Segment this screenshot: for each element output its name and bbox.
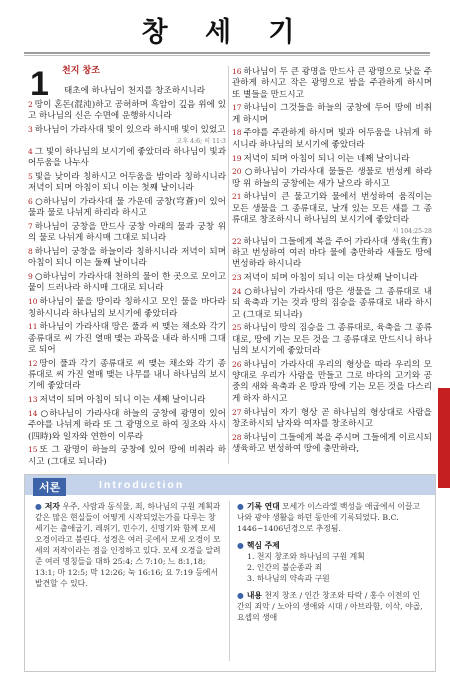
verse-number: 8 (28, 247, 33, 257)
verse (28, 444, 226, 468)
verse (28, 296, 226, 320)
verse-number: 11 (28, 322, 38, 332)
intro-right-column (237, 501, 425, 629)
verse-number: 28 (232, 432, 242, 442)
verse-number: 22 (232, 236, 242, 246)
verse-text: 빛을 낮이라 칭하시고 어두움을 밤이라 칭하시니라 저녁이 되며 아침이 되니 이는 첫째 날이니라 (28, 171, 226, 194)
verse-text: 그 빛이 하나님의 보시기에 좋았더라 하나님이 빛과 어두움을 나누사 (28, 146, 226, 168)
verse (232, 407, 432, 431)
verse (28, 124, 226, 136)
verse (28, 394, 226, 406)
page-edge-tab (438, 388, 450, 488)
verse-number: 27 (232, 407, 242, 417)
verse (232, 236, 432, 271)
verse-text: 주야를 주관하게 하시며 빛과 어두움을 나뉘게 하시니라 하나님의 보시기에 좋았더라 (232, 128, 432, 150)
verse-text: 하나님이 가라사대 빛이 있으라 하시매 빛이 있었고 (34, 124, 226, 135)
verse-text: 땅이 혼돈(混沌)하고 공허하며 흑암이 깊음 위에 있고 하나님의 신은 수면에 운행하시니라 (28, 99, 226, 122)
verse (232, 322, 432, 357)
content-block (237, 590, 425, 623)
bullet-icon: ● (237, 541, 244, 550)
verse (232, 272, 432, 284)
verse-text: ○하나님이 가라사대 천하의 물이 한 곳으로 모이고 뭍이 드러나라 하시매 그대로 되니라 (28, 272, 226, 294)
verse-number: 24 (232, 287, 242, 297)
author-text: 우주, 사람과 동식물, 죄, 하나님의 구원 계획과 같은 많은 현실들이 어떻게 시작되었는가를 다루는 창세기는 출애굽기, 레위기, 민수기, 신명기와 함께 모세 오경이라고 불린다. 성경은 여러 곳에서 모세 오경이 모세의 저작이라는 점을 인정하고 있다. 모세 오경을 알려준 여러 명칭들을 대하 25:4; 스 7:10; 느 8:1,18; 13:1; 마 12:5; 막 12:26; 눅 16:16; 요 7:19 등에서 발견할 수 있다. (35, 502, 221, 588)
verse (28, 171, 226, 195)
verse-number: 4 (28, 146, 33, 156)
verse-number: 20 (232, 167, 242, 177)
verse (232, 286, 432, 321)
verse-number: 12 (28, 358, 38, 368)
verse-text: 하나님이 그것들을 하늘의 궁창에 두어 땅에 비취게 하시며 (232, 103, 432, 125)
date-label: 기록 연대 (246, 502, 280, 511)
right-column (232, 66, 432, 457)
verse-text: ○하나님이 가라사대 물 가운데 궁창(穹蒼)이 있어 물과 물로 나뉘게 하리라 하시고 (28, 196, 226, 219)
date-text: 모세가 이스라엘 백성을 애굽에서 이끌고 나와 광야 생활을 하던 동안에 기록되었다. B.C. 1446~1406년경으로 추정됨. (237, 502, 421, 533)
verse-number: 14 (28, 408, 38, 418)
verse (232, 102, 432, 126)
verse-text: 땅이 풀과 각기 종류대로 씨 맺는 채소와 각기 종류대로 씨 가진 열매 맺는 나무를 내니 하나님의 보시기에 좋았더라 (28, 358, 226, 392)
bullet-icon: ● (237, 591, 244, 600)
verse-text: 하나님이 그들에게 복을 주시며 그들에게 이르시되 생육하고 번성하여 땅에 충만하라, (232, 432, 432, 454)
left-column (28, 66, 226, 469)
verse (232, 359, 432, 405)
introduction-box (24, 474, 436, 672)
verse-number: 25 (232, 323, 242, 333)
content-label: 내용 (246, 591, 262, 600)
verse-number: 6 (28, 196, 33, 206)
theme-item: 2. 인간의 불순종과 죄 (247, 563, 323, 572)
verse-text: 하나님이 자기 형상 곧 하나님의 형상대로 사람을 창조하시되 남자와 여자를 창조하시고 (232, 407, 432, 429)
verse-number: 23 (232, 273, 242, 283)
verse-number: 10 (28, 297, 38, 307)
intro-divider (229, 501, 230, 661)
verse-text: ○하나님이 가라사대 땅은 생물을 그 종류대로 내되 육축과 기는 것과 땅의 짐승을 종류대로 내라 하시고 (그대로 되니라) (232, 287, 432, 320)
verse-number: 21 (232, 192, 242, 202)
intro-header-band (25, 475, 435, 495)
verse-number: 2 (28, 99, 33, 109)
verse (232, 191, 432, 226)
verse (232, 153, 432, 165)
verse-text: 하나님이 두 큰 광명을 만드사 큰 광명으로 낮을 주관하게 하시고 작은 광명으로 밤을 주관하게 하시며 또 별들을 만드시고 (232, 67, 432, 100)
title-rule (24, 52, 430, 54)
verse-text: 하나님이 궁창을 만드사 궁창 아래의 물과 궁창 위의 물로 나뉘게 하시매 그대로 되니라 (28, 221, 226, 244)
verse-text: 하나님이 땅의 짐승을 그 종류대로, 육축을 그 종류대로, 땅에 기는 모든 것을 그 종류대로 만드시니 하나님의 보시기에 좋았더라 (232, 323, 432, 357)
verse (232, 66, 432, 101)
cross-reference: 시 104:25-28 (392, 227, 432, 235)
verse-number: 3 (28, 124, 33, 134)
verse-number: 13 (28, 395, 38, 405)
intro-label-english: Introduction (99, 479, 185, 491)
theme-item: 3. 하나님의 약속과 구원 (247, 574, 330, 583)
verse-number: 9 (28, 272, 33, 282)
content-text: 천지 창조 / 인간 창조와 타락 / 홍수 이전의 인간의 죄악 / 노아의 생애와 시대 / 아브라함, 이삭, 야곱, 요셉의 생애 (237, 591, 423, 622)
verse (232, 166, 432, 190)
verse-text: 하나님이 큰 물고기와 물에서 번성하여 움직이는 모든 생물을 그 종류대로, 날개 있는 모든 새를 그 종류대로 창조하시니 하나님의 보시기에 좋았더라 (232, 192, 432, 226)
verse-text: 하나님이 궁창을 하늘이라 칭하시니라 저녁이 되며 아침이 되니 이는 둘째 날이니라 (28, 247, 226, 269)
intro-left-column (35, 501, 223, 595)
verse-number: 7 (28, 221, 33, 231)
verse (28, 146, 226, 170)
verse-number: 19 (232, 153, 242, 163)
intro-label: 서론 (33, 478, 66, 496)
cross-reference: 고후 4:6; 히 11:3 (176, 137, 226, 145)
verse-text: 저녁이 되며 아침이 되니 이는 세째 날이니라 (39, 395, 206, 406)
theme-item: 1. 천지 창조와 하나님의 구원 계획 (247, 552, 365, 561)
verse-number: 15 (28, 445, 38, 455)
date-block (237, 501, 425, 534)
verse-text: 저녁이 되며 아침이 되니 이는 네째 날이니라 (243, 153, 410, 164)
author-block (35, 501, 223, 589)
verse (28, 408, 226, 443)
verse-number: 18 (232, 128, 242, 138)
verse (28, 99, 226, 123)
verse-text: 또 그 광명이 하늘의 궁창에 있어 땅에 비취라 하시고 (그대로 되니라) (28, 445, 226, 467)
verse-text: 태초에 하나님이 천지를 창조하시니라 (64, 86, 206, 96)
title-rule-thin (24, 55, 430, 56)
verse-text: ○하나님이 가라사대 하늘의 궁창에 광명이 있어 주야를 나뉘게 하라 또 그 광명으로 하여 징조와 사시(四時)와 일자와 연한이 이루라 (28, 408, 226, 442)
verse-text: 저녁이 되며 아침이 되니 이는 다섯째 날이니라 (243, 273, 418, 284)
section-heading: 천지 창조 (62, 66, 100, 76)
verse (28, 321, 226, 356)
verse (28, 196, 226, 220)
verse (28, 86, 226, 97)
column-divider (228, 66, 229, 464)
bullet-icon: ● (237, 502, 244, 511)
chapter-number: 1 (30, 65, 49, 103)
verse-number: 16 (232, 67, 242, 76)
bullet-icon: ● (35, 502, 42, 511)
author-label: 저자 (44, 502, 60, 511)
verse-text: 하나님이 가라사대 땅은 풀과 씨 맺는 채소와 각기 종류대로 씨 가진 열매 맺는 과목을 내라 하시매 그대로 되어 (28, 322, 226, 355)
verse (28, 246, 226, 270)
verse-number: 5 (28, 171, 33, 181)
verse-text: ○하나님이 가라사대 물들은 생물로 번성케 하라 땅 위 하늘의 궁창에는 새가 날으라 하시고 (232, 167, 432, 189)
verse-number: 17 (232, 103, 242, 113)
verse (232, 127, 432, 151)
verse-text: 하나님이 뭍을 땅이라 칭하시고 모인 물을 바다라 칭하시니라 하나님의 보시기에 좋았더라 (28, 297, 226, 319)
theme-label: 핵심 주제 (246, 541, 280, 550)
book-title: 창 세 기 (141, 17, 309, 48)
verse (232, 432, 432, 456)
theme-block (237, 540, 425, 584)
verse-text: 하나님이 가라사대 우리의 형상을 따라 우리의 모양대로 우리가 사람을 만들고 그로 바다의 고기와 공중의 새와 육축과 온 땅과 땅에 기는 모든 것을 다스리게 하자 하시고 (232, 359, 432, 404)
verse-number: 26 (232, 359, 242, 369)
verse (28, 358, 226, 393)
verse (28, 221, 226, 245)
verse-text: 하나님이 그들에게 복을 주어 가라사대 생육(生育)하고 번성하여 여러 바다 물에 충만하라 새들도 땅에 번성하라 하시니라 (232, 236, 432, 270)
verse (28, 271, 226, 295)
